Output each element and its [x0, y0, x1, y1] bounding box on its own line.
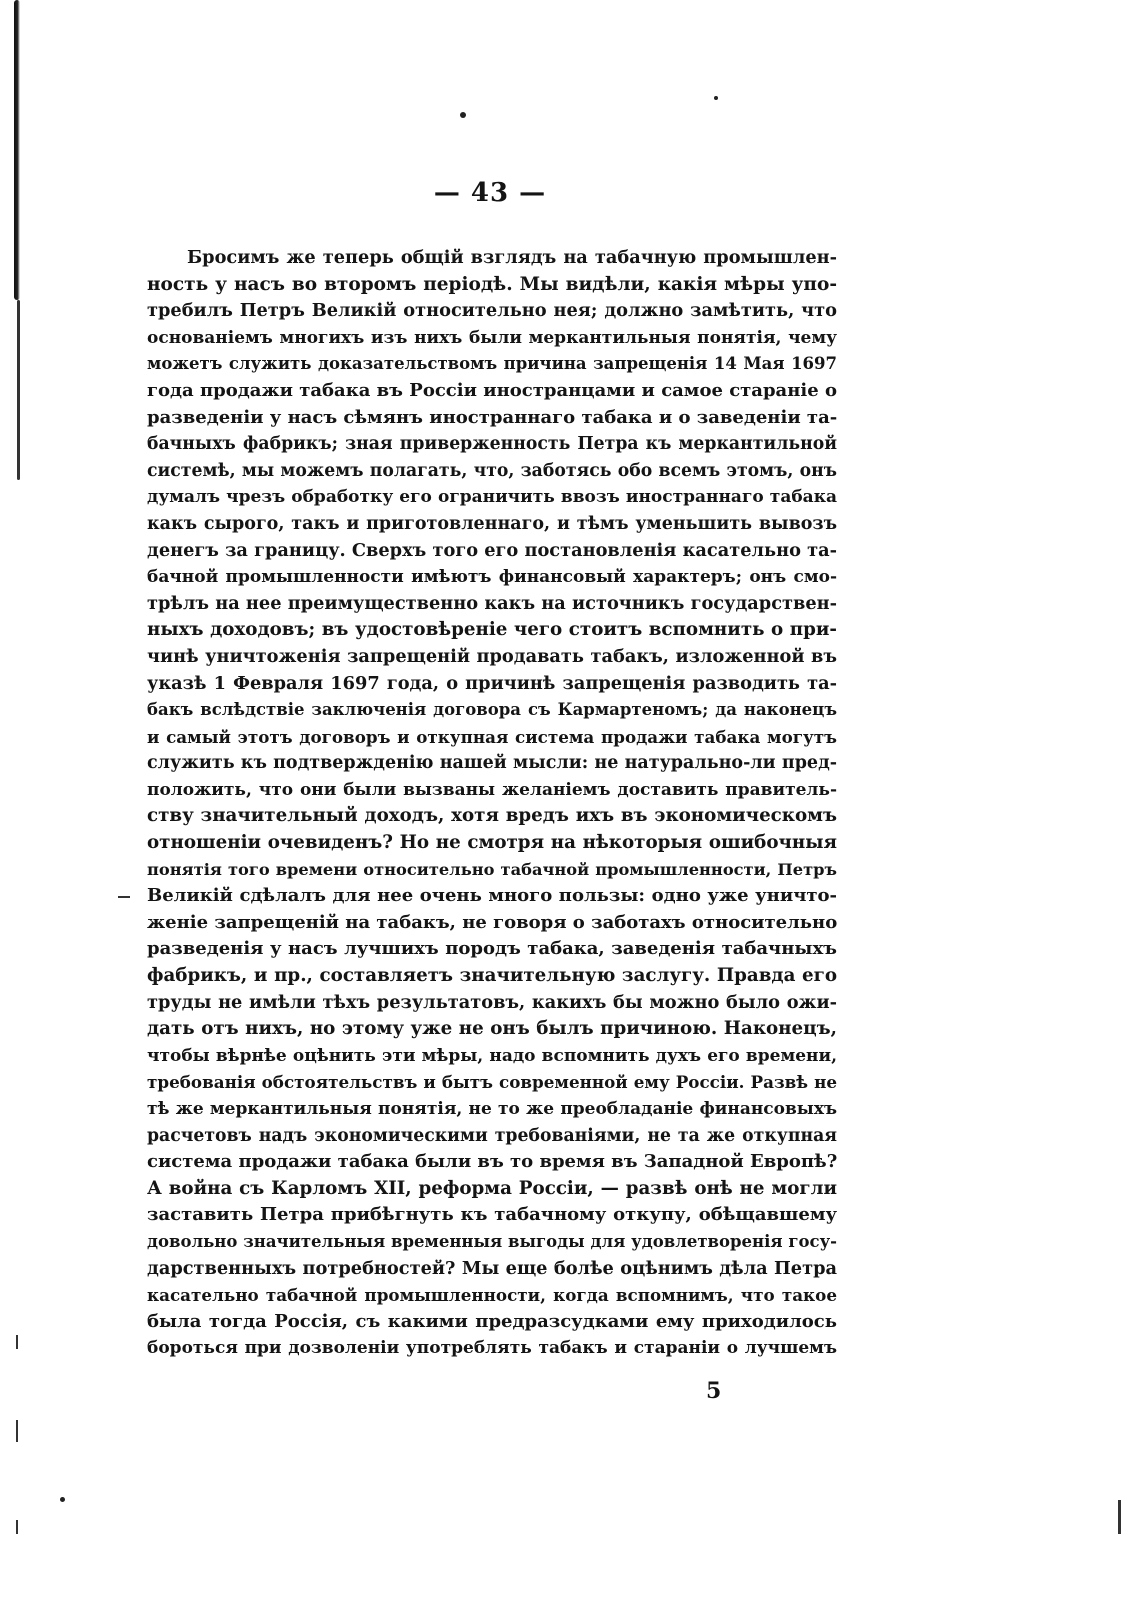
scan-mark	[16, 1335, 18, 1349]
text-line: тѣ же меркантильныя понятія, не то же преобладаніе финансовыхъ	[147, 1099, 837, 1119]
text-line: отношеніи очевиденъ? Но не смотря на нѣкоторыя ошибочныя	[147, 832, 837, 854]
text-line: основаніемъ многихъ изъ нихъ были меркантильныя понятія, чему	[147, 327, 837, 348]
text-line: расчетовъ надъ экономическими требованіями, не та же откупная	[147, 1125, 837, 1146]
text-line: разведенія у насъ лучшихъ породъ табака, заведенія табачныхъ	[147, 938, 837, 960]
scan-mark	[118, 896, 130, 898]
text-line: труды не имѣли тѣхъ результатовъ, какихъ бы можно было ожи-	[147, 991, 837, 1013]
text-line: была тогда Россія, съ какими предразсудками ему приходилось	[147, 1310, 837, 1332]
text-line: указѣ 1 Февраля 1697 года, о причинѣ запрещенія разводить та-	[147, 672, 837, 694]
text-line: денегъ за границу. Сверхъ того его постановленія касательно та-	[147, 539, 837, 561]
text-line: системѣ, мы можемъ полагать, что, заботясь обо всемъ этомъ, онъ	[147, 460, 837, 481]
body-paragraph	[147, 245, 837, 1362]
text-line: чинѣ уничтоженія запрещеній продавать табакъ, изложенной въ	[147, 645, 837, 667]
text-line: ность у насъ во второмъ періодѣ. Мы видѣли, какія мѣры упо-	[147, 273, 837, 295]
scan-edge-shadow	[14, 0, 20, 300]
scan-mark	[16, 1420, 18, 1442]
scan-speck	[460, 112, 466, 118]
text-line: фабрикъ, и пр., составляетъ значительную заслугу. Правда его	[147, 965, 837, 987]
text-line: трѣлъ на нее преимущественно какъ на источникъ государствен-	[147, 592, 837, 614]
text-line: бачной промышленности имѣютъ финансовый характеръ; онъ смо-	[147, 567, 837, 588]
text-line: думалъ чрезъ обработку его ограничить ввозъ иностраннаго табака	[147, 487, 837, 508]
signature-mark: 5	[706, 1378, 722, 1404]
scan-speck	[714, 96, 718, 100]
text-line: ныхъ доходовъ; въ удостовѣреніе чего стоитъ вспомнить о при-	[147, 619, 837, 641]
text-line: года продажи табака въ Россіи иностранцами и самое стараніе о	[147, 379, 837, 401]
text-line: и самый этотъ договоръ и откупная система продажи табака могутъ	[147, 726, 837, 747]
text-line: разведеніи у насъ сѣмянъ иностраннаго табака и о заведеніи та-	[147, 406, 837, 428]
text-line: дать отъ нихъ, но этому уже не онъ былъ причиною. Наконецъ,	[147, 1018, 837, 1040]
text-line: касательно табачной промышленности, когда вспомнимъ, что такое	[147, 1285, 837, 1306]
scan-edge-shadow-lower	[17, 300, 20, 480]
text-line: дарственныхъ потребностей? Мы еще болѣе оцѣнимъ дѣла Петра	[147, 1257, 837, 1279]
text-line: Бросимъ же теперь общій взглядъ на табачную промышлен-	[187, 247, 837, 268]
text-line: требованія обстоятельствъ и бытъ современной ему Россіи. Развѣ не	[147, 1072, 837, 1093]
text-line: бакъ вслѣдствіе заключенія договора съ Кармартеномъ; да наконецъ	[147, 700, 837, 720]
text-line: Великій сдѣлалъ для нее очень много пользы: одно уже уничто-	[147, 885, 837, 907]
text-line: заставить Петра прибѣгнуть къ табачному откупу, обѣщавшему	[147, 1204, 837, 1226]
text-line: женіе запрещеній на табакъ, не говоря о заботахъ относительно	[147, 911, 837, 933]
scan-speck	[60, 1497, 65, 1502]
scan-mark	[1118, 1500, 1121, 1534]
text-line: какъ сырого, такъ и приготовленнаго, и тѣмъ уменьшить вывозъ	[147, 513, 837, 534]
page-number: — 43 —	[433, 178, 547, 208]
text-line: довольно значительныя временныя выгоды для удовлетворенія госу-	[147, 1231, 837, 1251]
text-line: требилъ Петръ Великій относительно нея; должно замѣтить, что	[147, 300, 837, 322]
scan-mark	[16, 1520, 18, 1534]
text-line: служить къ подтвержденію нашей мысли: не натурально-ли пред-	[147, 753, 837, 774]
text-line: ству значительный доходъ, хотя вредъ ихъ въ экономическомъ	[147, 805, 837, 827]
text-line: можетъ служить доказательствомъ причина запрещенія 14 Мая 1697	[147, 354, 837, 374]
text-line: бороться при дозволеніи употреблять табакъ и стараніи о лучшемъ	[147, 1338, 837, 1359]
text-line: чтобы вѣрнѣе оцѣнить эти мѣры, надо вспомнить духъ его времени,	[147, 1045, 837, 1066]
text-line: А война съ Карломъ XII, реформа Россіи, — развѣ онѣ не могли	[147, 1177, 837, 1199]
text-line: бачныхъ фабрикъ; зная приверженность Петра къ меркантильной	[147, 434, 837, 455]
text-line: понятія того времени относительно табачной промышленности, Петръ	[147, 859, 837, 879]
text-line: система продажи табака были въ то время въ Западной Европѣ?	[147, 1151, 837, 1173]
text-line: положить, что они были вызваны желаніемъ доставить правитель-	[147, 779, 837, 800]
